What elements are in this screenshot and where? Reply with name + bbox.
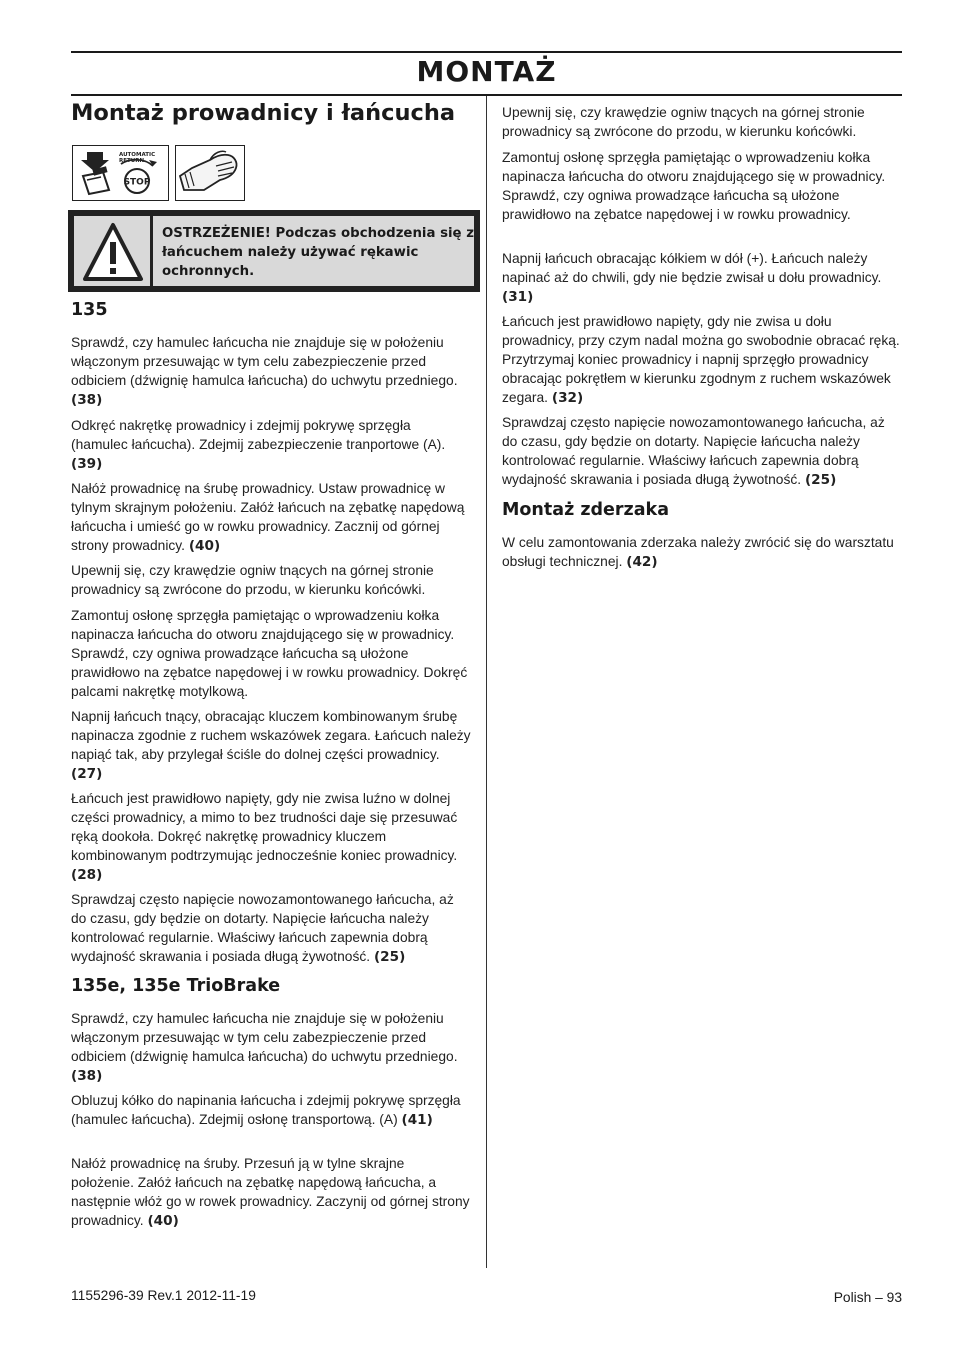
left-paragraph-6: Napnij łańcuch tnący, obracając kluczem kombinowanym śrubę napinacza zgodnie z ruchem wskazówek zegara. Łańcuch należy napiąć tak, aby przylegał ściśle do dolnej części prowadnicy. (27) xyxy=(71,709,471,782)
left-paragraph-4: Upewnij się, czy krawędzie ogniw tnących na górnej stronie prowadnicy są zwrócone do przodu, w kierunku końcówki. xyxy=(71,563,434,597)
warning-triangle-icon xyxy=(82,222,144,282)
left-paragraph-11: Nałóż prowadnicę na śruby. Przesuń ją w tylne skrajne położenie. Załóż łańcuch na zębatkę napędową łańcucha, a następnie włóż go w rowek prowadnicy. Zaczynij od górnej strony prowadnicy. (40) xyxy=(71,1156,470,1229)
page-header-title: MONTAŻ xyxy=(416,55,557,88)
left-paragraph-10: Obluzuj kółko do napinania łańcucha i zdejmij pokrywę sprzęgła (hamulec łańcucha). Zdejmij osłonę transportową. (A) (41) xyxy=(71,1093,461,1128)
svg-text:STOP: STOP xyxy=(123,177,151,188)
heading-135: 135 xyxy=(71,300,108,320)
heading-135e-triobrake: 135e, 135e TrioBrake xyxy=(71,976,281,996)
chain-brake-stop-icon xyxy=(72,145,169,201)
left-paragraph-5: Zamontuj osłonę sprzęgła pamiętając o wprowadzeniu kołka napinacza łańcucha do otworu znajdującego się w prowadnicy. Sprawdź, czy ogniwa prowadzące łańcucha są ułożone prawidłowo na zębatce napędowej i w rowku prowadnicy. Dokręć palcami nakrętkę motylkową. xyxy=(71,608,468,699)
right-paragraph-2: Zamontuj osłonę sprzęgła pamiętając o wprowadzeniu kołka napinacza łańcucha do otworu znajdującego się w prowadnicy. Sprawdź, czy ogniwa prowadzące łańcucha są ułożone prawidłowo na zębatce napędowej i w rowku prowadnicy. xyxy=(502,150,886,222)
left-paragraph-1: Sprawdź, czy hamulec łańcucha nie znajduje się w położeniu włączonym przesuwając w tym celu zabezpieczenie przed odbiciem (dźwignię hamulca łańcucha) do uchwytu przedniego. (38) xyxy=(71,335,458,408)
header-rule-top xyxy=(71,51,902,53)
right-paragraph-1: Upewnij się, czy krawędzie ogniw tnących na górnej stronie prowadnicy są zwrócone do przodu, w kierunku końcówki. xyxy=(502,105,865,139)
right-paragraph-6: W celu zamontowania zderzaka należy zwrócić się do warsztatu obsługi technicznej. (42) xyxy=(502,535,894,570)
right-paragraph-4: Łańcuch jest prawidłowo napięty, gdy nie zwisa u dołu prowadnicy, przy czym nadal można go swobodnie obracać ręką. Przytrzymaj koniec prowadnicy i napnij sprzęgło prowadnicy obracając pokrętłem w kierunku zgodnym z ruchem wskazówek zegara. (32) xyxy=(502,314,900,406)
left-paragraph-7: Łańcuch jest prawidłowo napięty, gdy nie zwisa luźno w dolnej części prowadnicy, a mimo to bez trudności daje się przesuwać ręką dookoła. Dokręć nakrętkę prowadnicy kluczem kombinowanym podtrzymując jednocześnie koniec prowadnicy. (28) xyxy=(71,791,458,883)
left-paragraph-3: Nałóż prowadnicę na śrubę prowadnicy. Ustaw prowadnicę w tylnym skrajnym położeniu. Załóż łańcuch na zębatkę napędową łańcucha i umieść go w rowku prowadnicy. Zacznij od górnej strony prowadnicy. (40) xyxy=(71,481,465,554)
right-paragraph-5: Sprawdzaj często napięcie nowozamontowanego łańcucha, aż do czasu, gdy będzie on dotarty. Napięcie łańcucha należy kontrolować regularnie. Właściwy łańcuch zapewnia dobrą wydajność skrawania i posiada długą żywotność. (25) xyxy=(502,415,885,488)
warning-divider xyxy=(150,216,153,286)
right-paragraph-3: Napnij łańcuch obracając kółkiem w dół (+). Łańcuch należy napinać aż do chwili, gdy nie będzie zwisał u dołu prowadnicy. (31) xyxy=(502,251,882,305)
left-paragraph-9: Sprawdź, czy hamulec łańcucha nie znajduje się w położeniu włączonym przesuwając w tym celu zabezpieczenie przed odbiciem (dźwignię hamulca łańcucha) do uchwytu przedniego. (38) xyxy=(71,1011,458,1084)
left-paragraph-2: Odkręć nakrętkę prowadnicy i zdejmij pokrywę sprzęgła (hamulec łańcucha). Zdejmij zabezpieczenie tranportowe (A). (39) xyxy=(71,418,446,472)
svg-text:AUTOMATIC: AUTOMATIC xyxy=(119,152,156,158)
warning-text xyxy=(162,224,474,281)
column-divider xyxy=(486,96,487,1268)
footer-page-number: Polish – 93 xyxy=(833,1290,902,1305)
footer-document-id: 1155296-39 Rev.1 2012-11-19 xyxy=(71,1288,256,1303)
heading-montaz-zderzaka: Montaż zderzaka xyxy=(502,500,670,520)
warning-message: Podczas obchodzenia się z łańcuchem należy używać rękawic ochronnych. xyxy=(162,226,474,279)
protective-glove-icon xyxy=(175,145,245,201)
svg-text:RETURN: RETURN xyxy=(119,158,145,164)
left-paragraph-8: Sprawdzaj często napięcie nowozamontowanego łańcucha, aż do czasu, gdy będzie on dotarty. Napięcie łańcucha należy kontrolować regularnie. Właściwy łańcuch zapewnia dobrą wydajność skrawania i posiada długą żywotność. (25) xyxy=(71,892,454,965)
warning-box xyxy=(68,210,480,292)
section-title: Montaż prowadnicy i łańcucha xyxy=(71,100,456,126)
warning-label: OSTRZEŻENIE! xyxy=(162,226,271,241)
